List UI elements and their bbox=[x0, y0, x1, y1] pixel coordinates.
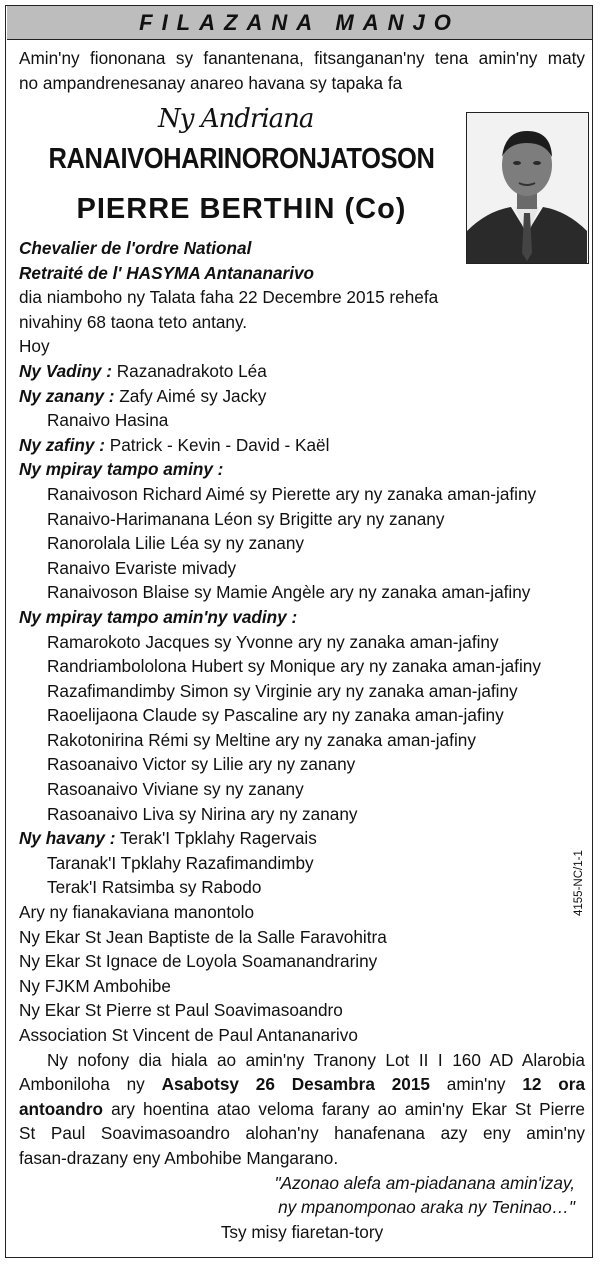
in-law-sibling-item: Rasoanaivo Viviane sy ny zanany bbox=[47, 779, 304, 800]
grandchildren-label: Ny zafiny : bbox=[19, 434, 105, 455]
funeral-text: ary hoentina atao veloma farany ao amin'ny Ekar St Pierre bbox=[111, 1098, 585, 1119]
deceased-given-name: PIERRE BERTHIN (Co) bbox=[76, 193, 407, 225]
footer-text: Tsy misy fiaretan-tory bbox=[220, 1221, 384, 1242]
sibling-item: Ranaivoson Richard Aimé sy Pierette ary ny zanaka aman-jafiny bbox=[47, 483, 537, 504]
header-title: FILAZANA MANJO bbox=[139, 9, 460, 35]
relatives-label: Ny havany : bbox=[19, 828, 116, 849]
other-line: Ny FJKM Ambohibe bbox=[19, 975, 171, 996]
quote-line: "Azonao alefa am-piadanana amin'izay, bbox=[274, 1172, 575, 1193]
reference-code: 4155-NC/1-1 bbox=[573, 850, 585, 916]
title-line: Retraité de l' HASYMA Antananarivo bbox=[19, 262, 315, 283]
children-label: Ny zanany : bbox=[19, 385, 115, 406]
death-line: dia niamboho ny Talata faha 22 Decembre 2015 rehefa bbox=[19, 287, 439, 308]
intro-line: no ampandrenesanay anareo havana sy tapaka fa bbox=[19, 72, 403, 93]
death-line: Hoy bbox=[19, 336, 50, 357]
notice-header bbox=[7, 6, 592, 40]
funeral-time: antoandro bbox=[19, 1098, 104, 1119]
children-line bbox=[19, 384, 585, 409]
title-line: Chevalier de l'ordre National bbox=[19, 238, 252, 258]
grandchildren-line bbox=[19, 433, 585, 458]
funeral-line: fasan-drazany eny Ambohibe Mangarano. bbox=[19, 1147, 339, 1168]
siblings-label: Ny mpiray tampo aminy : bbox=[19, 459, 224, 480]
other-line: Ary ny fianakaviana manontolo bbox=[19, 902, 255, 923]
funeral-line bbox=[19, 1097, 585, 1122]
other-line: Association St Vincent de Paul Antananarivo bbox=[19, 1025, 358, 1045]
funeral-line: Ny nofony dia hiala ao amin'ny Tranony Lot II I 160 AD Alarobia bbox=[47, 1049, 585, 1070]
intro-line: Amin'ny fiononana sy fanantenana, fitsanganan'ny tena amin'ny maty bbox=[19, 48, 585, 68]
sibling-item: Ranorolala Lilie Léa sy ny zanany bbox=[47, 533, 305, 554]
in-law-sibling-item: Ramarokoto Jacques sy Yvonne ary ny zanaka aman-jafiny bbox=[47, 631, 499, 652]
intro-text bbox=[19, 46, 585, 95]
funeral-text: Amboniloha ny bbox=[19, 1074, 145, 1095]
notice-body bbox=[19, 236, 585, 1244]
other-line: Ny Ekar St Ignace de Loyola Soamanandrariny bbox=[19, 951, 378, 972]
in-law-sibling-item: Rasoanaivo Liva sy Nirina ary ny zanany bbox=[47, 803, 358, 824]
funeral-time: 12 ora bbox=[522, 1074, 586, 1095]
quote-line: ny mpanomponao araka ny Teninao…" bbox=[278, 1197, 575, 1218]
in-law-sibling-item: Razafimandimby Simon sy Virginie ary ny zanaka aman-jafiny bbox=[47, 680, 518, 701]
in-law-sibling-item: Rakotonirina Rémi sy Meltine ary ny zanaka aman-jafiny bbox=[47, 729, 476, 750]
funeral-line: St Paul Soavimasoandro alohan'ny hanafenana azy eny amin'ny bbox=[19, 1123, 585, 1144]
funeral-text: amin'ny bbox=[446, 1074, 506, 1095]
sibling-item: Ranaivo Evariste mivady bbox=[47, 557, 237, 578]
funeral-date: Asabotsy 26 Desambra 2015 bbox=[161, 1074, 430, 1095]
spouse-label: Ny Vadiny : bbox=[19, 360, 112, 381]
relatives-line bbox=[19, 826, 585, 851]
spouse-line bbox=[19, 359, 585, 384]
sibling-item: Ranaivoson Blaise sy Mamie Angèle ary ny zanaka aman-jafiny bbox=[47, 582, 531, 603]
relatives-first: Terak'I Tpklahy Ragervais bbox=[119, 828, 317, 849]
death-line: nivahiny 68 taona teto antany. bbox=[19, 311, 248, 332]
children-extra: Ranaivo Hasina bbox=[47, 410, 169, 431]
deceased-surname: RANAIVOHARINORONJATOSON bbox=[48, 143, 435, 175]
in-law-sibling-item: Raoelijaona Claude sy Pascaline ary ny zanaka aman-jafiny bbox=[47, 705, 504, 726]
in-law-siblings-label: Ny mpiray tampo amin'ny vadiny : bbox=[19, 606, 298, 627]
in-law-sibling-item: Randriambololona Hubert sy Monique ary ny zanaka aman-jafiny bbox=[47, 656, 541, 677]
funeral-line bbox=[19, 1072, 585, 1097]
spouse-name: Razanadrakoto Léa bbox=[116, 360, 267, 381]
honorific: Ny Andriana bbox=[158, 104, 314, 134]
grandchildren-names: Patrick - Kevin - David - Kaël bbox=[109, 434, 330, 455]
other-line: Ny Ekar St Pierre st Paul Soavimasoandro bbox=[19, 1000, 343, 1021]
in-law-sibling-item: Rasoanaivo Victor sy Lilie ary ny zanany bbox=[47, 754, 356, 775]
other-line: Ny Ekar St Jean Baptiste de la Salle Faravohitra bbox=[19, 926, 387, 947]
sibling-item: Ranaivo-Harimanana Léon sy Brigitte ary ny zanany bbox=[47, 508, 445, 529]
relatives-item: Taranak'I Tpklahy Razafimandimby bbox=[47, 852, 314, 873]
relatives-item: Terak'I Ratsimba sy Rabodo bbox=[47, 877, 262, 898]
children-names: Zafy Aimé sy Jacky bbox=[119, 385, 267, 406]
